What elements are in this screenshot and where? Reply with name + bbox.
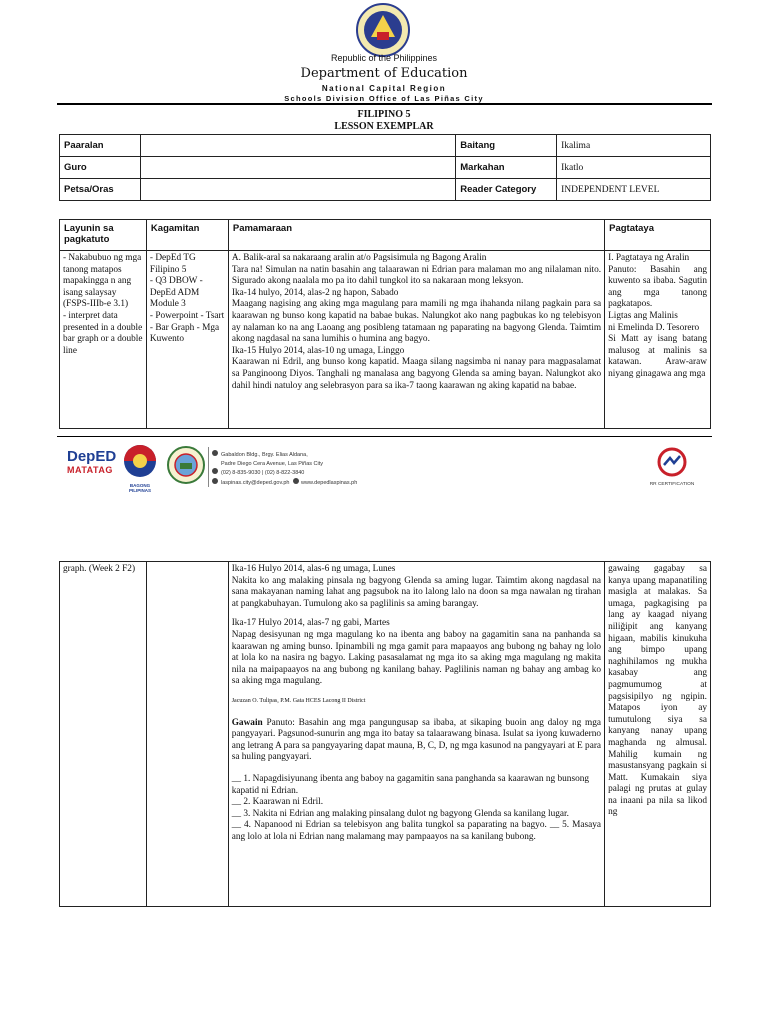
reader-category-label: Reader Category	[456, 179, 557, 201]
diary-text: Kaarawan ni Edril, ang bunso kong kapatid. Maaga silang nagsimba ni nanay para magpasalamat sa Panginoong Diyos. Tanghali ng manalasa ang bagyong Glenda sa aming bayan. Nalungkot ako dahil hindi natuloy ang selebrasyon para sa ika-7 taong kaarawan ng aking kapatid na babae.	[231, 357, 602, 391]
doc-type-title: LESSON EXEMPLAR	[334, 121, 434, 132]
pagtataya-title: I. Pagtataya ng Aralin	[608, 253, 690, 263]
footer-rule	[57, 436, 712, 437]
contact-block	[212, 450, 372, 487]
gawain-item: __ 3. Nakita ni Edrian ang malaking pinsalang dulot ng bagyong Glenda sa kanilang lugar.	[231, 808, 569, 819]
department-line: Department of Education	[300, 66, 468, 81]
diary-date: Ika-16 Hulyo 2014, alas-6 ng umaga, Lunes	[231, 564, 396, 574]
email-icon	[212, 478, 218, 484]
gawain-item: __ 1. Napagdisiyunang ibenta ang baboy na gagamitin sana panghanda sa kaarawan ng bunsong kapatid ni Edrian.	[231, 773, 590, 796]
diary-date: Ika-14 hulyo, 2014, alas-2 ng hapon, Sabado	[231, 287, 399, 298]
globe-icon	[293, 478, 299, 484]
deped-wordmark: DepED	[67, 448, 117, 465]
division-line: Schools Division Office of Las Piñas City	[284, 94, 484, 103]
layunin-cell-cont	[60, 562, 147, 907]
header-rule	[57, 103, 712, 105]
kagamitan-item: - DepEd TG Filipino 5	[149, 253, 196, 275]
diary-text: Maagang nagising ang aking mga magulang para mamili ng mga ihahanda nilang pagkain para sa kaarawan ng bunso kong kapatid na babae bukas. Nalungkot ako nang pagbukas ko ng telebisyon ay nalaman ko na ang Laoang ang posibleng tatamaan ng paparating na bagyong Glenda. Taimtim akong nagdasal na sana lumihis o humina ang bagyo.	[231, 299, 602, 345]
subject-title: FILIPINO 5	[357, 109, 411, 120]
reader-category-value: INDEPENDENT LEVEL	[557, 179, 711, 201]
kagamitan-item: - Q3 DBOW - DepEd ADM Module 3	[149, 276, 203, 310]
baitang-value: Ikalima	[557, 135, 711, 157]
deped-seal	[355, 2, 411, 58]
markahan-label: Markahan	[456, 157, 557, 179]
guro-label: Guro	[60, 157, 141, 179]
region-line: National Capital Region	[321, 84, 447, 93]
header-layunin: Layunin sa pagkatuto	[60, 220, 147, 251]
layunin-cell	[60, 251, 147, 429]
story-text: Si Matt ay isang batang malusog at malinis sa katawan. Araw-araw niyang ginagawa ang mga	[608, 334, 707, 379]
rr-cert-icon	[657, 447, 687, 477]
story-title: Ligtas ang Malinis	[608, 310, 678, 321]
diary-text: Nakita ko ang malaking pinsala ng bagyong Glenda sa aming lugar. Taimtim akong nagdasal na sana makayanan naming lahat ang pagsubok na ito lalong lalo na doon sa mga nawalan ng tirahan at pangkabuhayan. Tumulong ako sa paglilinis sa aming barangay.	[231, 575, 602, 609]
layunin-item: - Nakabubuo ng mga tanong matapos mapakingga n ang isang salaysay (FSPS-IIIb-e 3.1)	[63, 253, 142, 310]
lesson-table	[59, 219, 711, 429]
story-author: ni Emelinda D. Tesorero	[608, 322, 700, 333]
phone-icon	[212, 468, 218, 474]
markahan-value: Ikatlo	[557, 157, 711, 179]
layunin-item: graph. (Week 2 F2)	[63, 564, 136, 574]
deped-logo	[67, 448, 117, 482]
phone-line: (02) 8-835-9030 | (02) 8-822-3840	[212, 468, 372, 478]
kagamitan-cell-cont	[146, 562, 228, 907]
location-icon	[212, 450, 218, 456]
address-line: Padre Diego Cera Avenue, Las Piñas City	[221, 460, 324, 467]
lesson-table-continued	[59, 561, 711, 907]
address-line: Gabaldon Bldg., Brgy. Elias Aldana,	[212, 450, 372, 460]
matatag-wordmark: MATATAG	[67, 465, 113, 475]
petsa-label: Petsa/Oras	[60, 179, 141, 201]
bagong-pilipinas-label: BAGONG PILIPINAS	[128, 483, 151, 493]
pagtataya-instructions: Panuto: Basahin ang kuwento sa ibaba. Sagutin ang mga tanong pagkatapos.	[608, 264, 707, 310]
gawain-text: Panuto: Basahin ang mga pangungusap sa ibaba, at sikaping buoin ang daloy ng mga pangyayari. Pagsunod-sunurin ang mga ito batay sa talaarawang binasa. Isulat sa iyong kuwaderno ang letrang A para sa pangyayaring dapat mauna, B, C, D, ng mga kasunod na pangyayari at E para sa huling pangyayari.	[231, 717, 602, 763]
republic-line: Republic of the Philippines	[330, 53, 438, 63]
header-kagamitan: Kagamitan	[146, 220, 228, 251]
gawain-item: __ 2. Kaarawan ni Edril.	[231, 797, 324, 808]
email-web-line: laspinas.city@deped.gov.ph www.depedlaspinas.ph	[212, 478, 372, 488]
bagong-pilipinas-logo	[119, 444, 161, 493]
diary-text: Napag desisyunan ng mga magulang ko na ibenta ang baboy na gagamitin sana na panhanda sa kaarawan ng aming bunso. Ipinambili ng mga gamit para mapaayos ang bubong ng bahay ng lolo at lola ko na nasira ng bagyo. Laking pasasalamat ng mga ito sa aking mga magulang ng makita nila na maipapaayos na ang bubong ng kanilang bahay. Paglilinis naman ng bahay ang ambag ko sa aking mga magulang.	[231, 629, 602, 687]
pamamaraan-intro: Tara na! Simulan na natin basahin ang talaarawan ni Edrian para malaman mo ang nilalaman nito. Sigurado akong naalala mo pa ito dahil tungkol ito sa nakaraan mong leksyon.	[231, 264, 602, 287]
header-pagtataya: Pagtataya	[605, 220, 711, 251]
pamamaraan-cell-cont	[228, 562, 604, 907]
gawain-label: Gawain	[231, 717, 263, 728]
diary-date: Ika-15 Hulyo 2014, alas-10 ng umaga, Linggo	[231, 345, 405, 356]
author-credit: Jacuzan O. Tulipas, P.M. Gata HCES Lacong II District	[231, 697, 366, 704]
guro-value	[140, 157, 455, 179]
header-pamamaraan: Pamamaraan	[228, 220, 604, 251]
story-text: gawaing gagabay sa kanya upang mapanatiling masigla at malakas. Sa umaga, pagkagising pa lang ay kaagad niyang niliğipit ang kanyang higaan, mabilis kinukuha ang bimpo upang naghihilamos ng mukha kasabay ang pagmumumog at pagsisipilyo ng ngipin. Matapos iyon ay tumutulong siya sa kanyang nanay upang maghanda ng almusal. Mahilig kumain ng masustansyang pagkain si Matt. Kumakain siya palagi ng prutas at gulay na inaani pa nila sa likod ng	[608, 564, 707, 818]
kagamitan-cell	[146, 251, 228, 429]
paaralan-value	[140, 135, 455, 157]
gawain-item: __ 4. Napanood ni Edrian sa telebisyon ang balita tungkol sa paparating na bagyo. __ 5. Masaya ang lolo at lola ni Edrian nang malamang may pampaayos na sa kanilang bubong.	[231, 820, 602, 842]
division-seal	[166, 445, 206, 485]
baitang-label: Baitang	[456, 135, 557, 157]
pamamaraan-cell	[228, 251, 604, 429]
kagamitan-item: - Bar Graph - Mga Kuwento	[149, 322, 220, 345]
rr-certification-logo	[645, 447, 699, 489]
pagtataya-cell	[605, 251, 711, 429]
layunin-item: - interpret data presented in a double bar graph or a double line	[63, 310, 143, 356]
pagtataya-cell-cont	[605, 562, 711, 907]
pamamaraan-title: A. Balik-aral sa nakaraang aralin at/o Pagsisimula ng Bagong Aralin	[231, 253, 487, 263]
info-table	[59, 134, 711, 201]
footer-divider	[208, 447, 209, 487]
rr-cert-label: RR CERTIFICATION	[649, 482, 695, 487]
kagamitan-item: - Powerpoint - Tsart	[149, 310, 225, 321]
gawain-block	[232, 718, 601, 764]
petsa-value	[140, 179, 455, 201]
paaralan-label: Paaralan	[60, 135, 141, 157]
bagong-pilipinas-icon	[123, 444, 157, 478]
diary-date: Ika-17 Hulyo 2014, alas-7 ng gabi, Martes	[231, 618, 390, 629]
